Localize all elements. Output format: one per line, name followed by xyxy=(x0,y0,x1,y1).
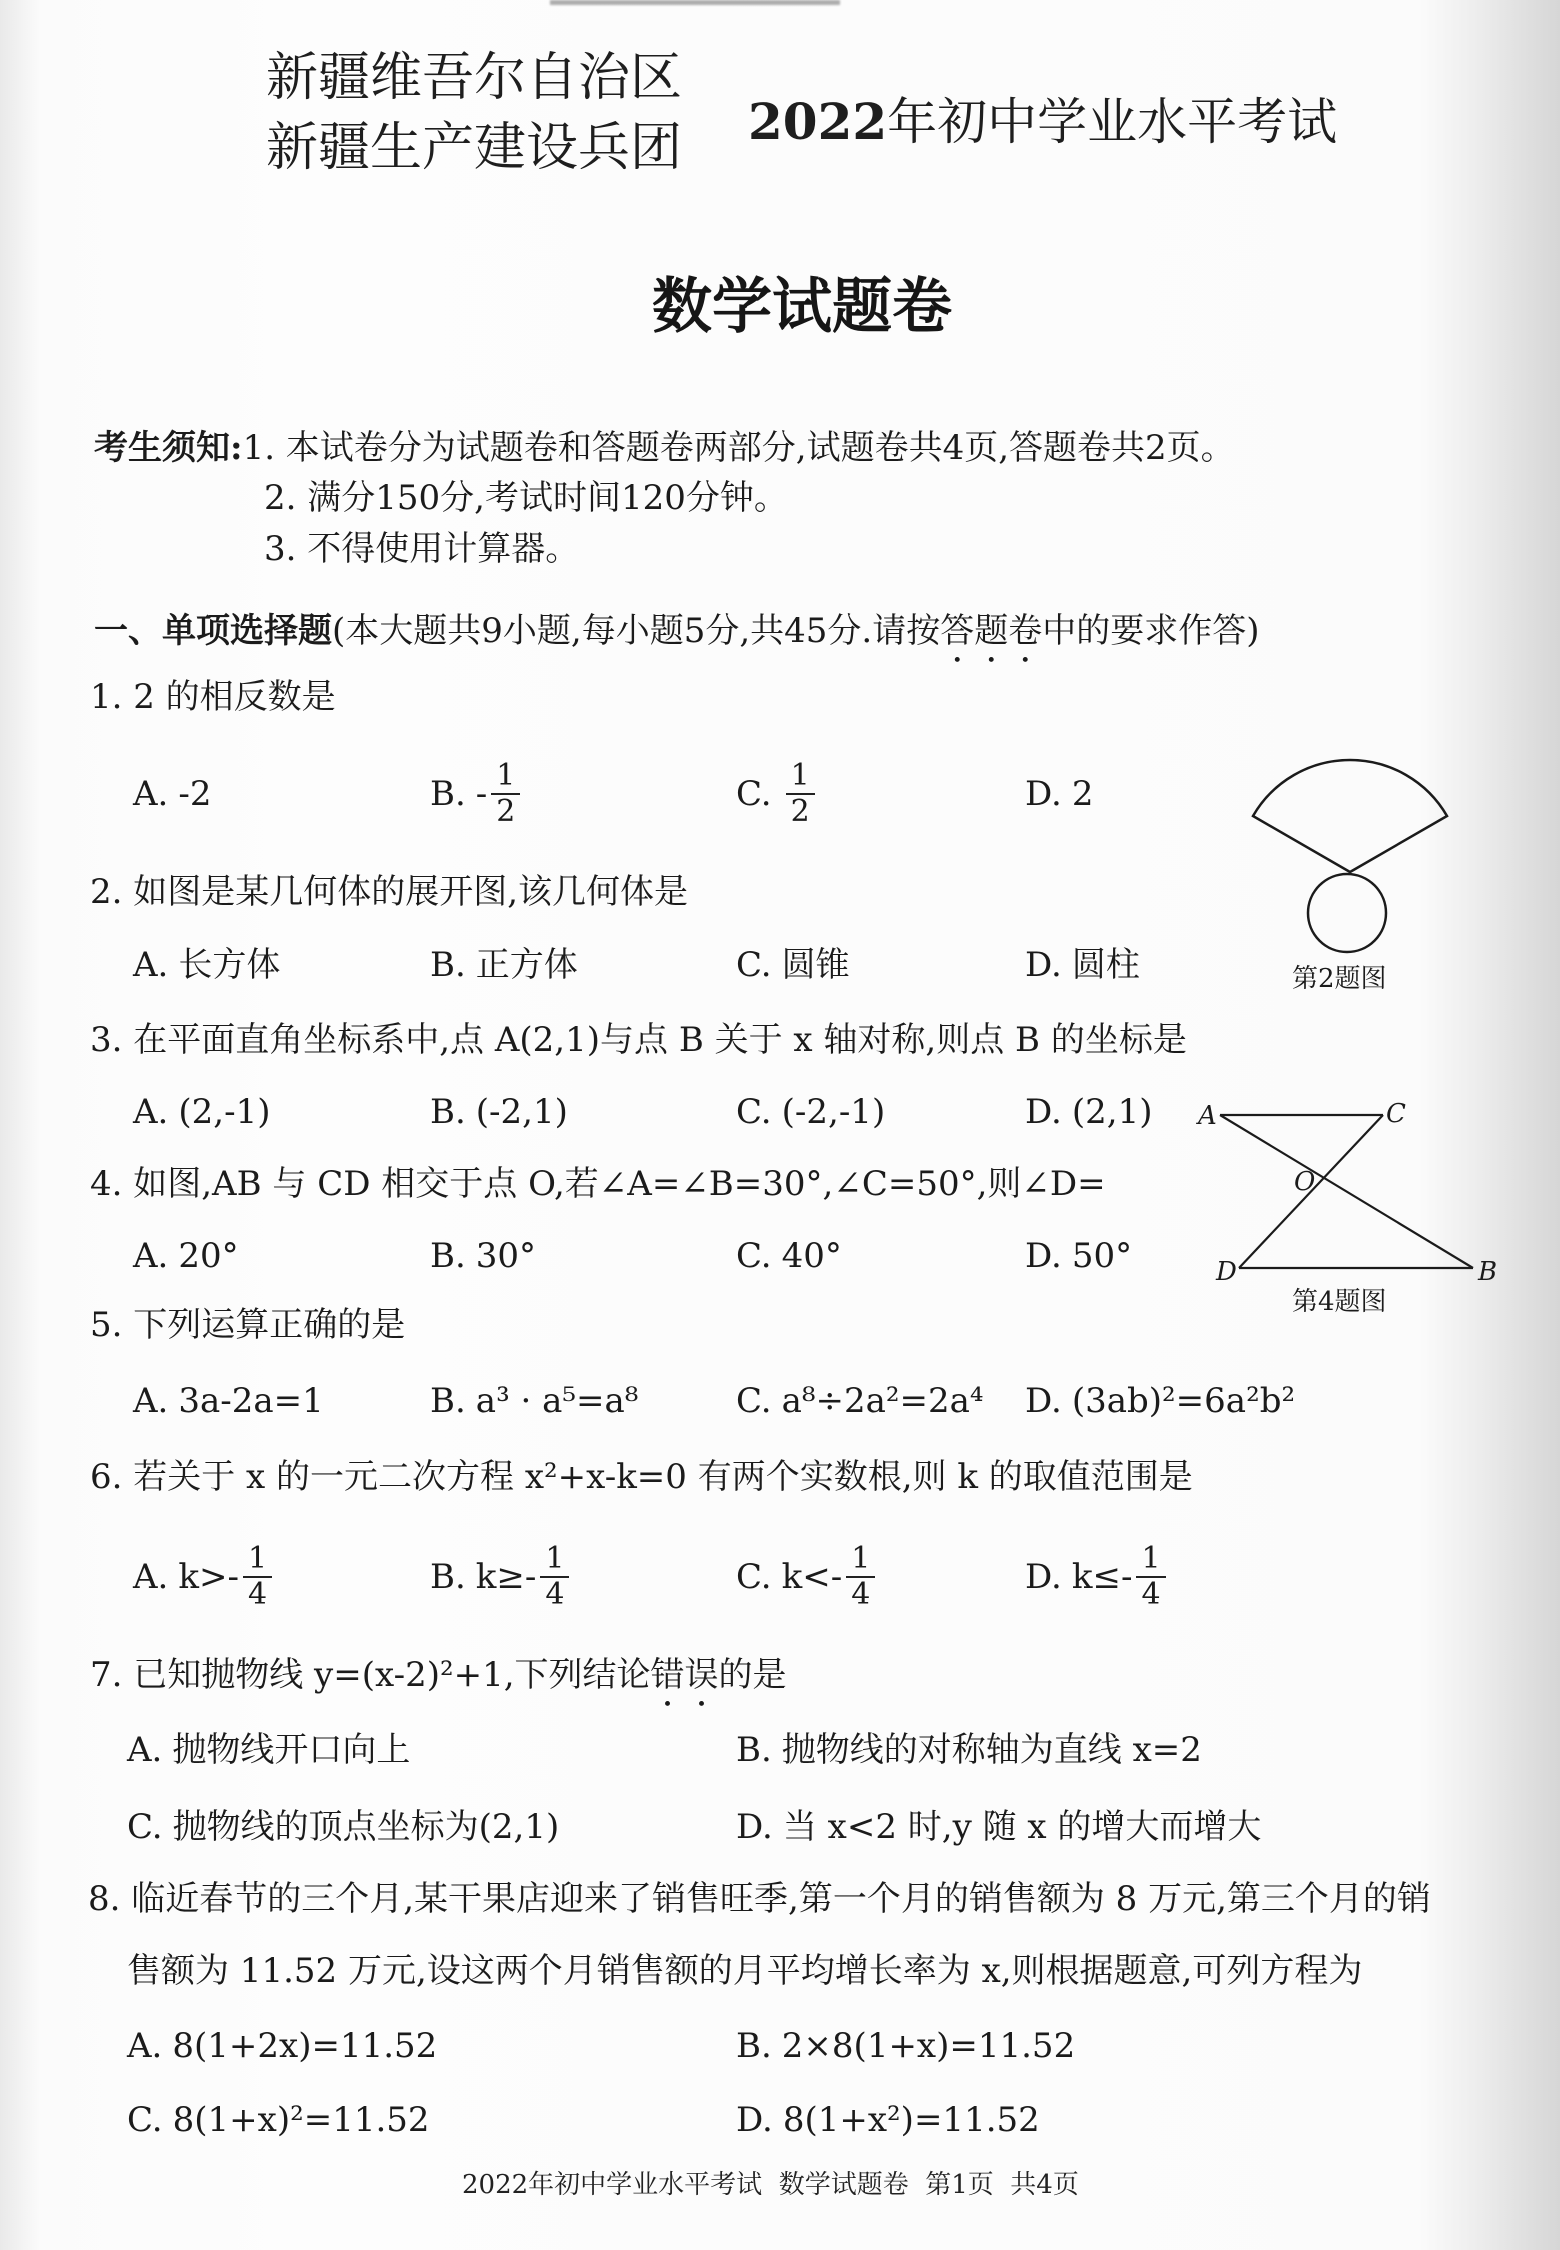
question-7-option-a xyxy=(127,1730,410,1770)
option-text: 40° xyxy=(781,1236,842,1276)
question-8-stem-line-1: 8. 临近春节的三个月,某干果店迎来了销售旺季,第一个月的销售额为 8 万元,第三个月的销 xyxy=(88,1879,1431,1919)
option-label: A. xyxy=(133,1236,169,1276)
question-2-figure xyxy=(1230,740,1470,960)
option-text: 抛物线的对称轴为直线 x=2 xyxy=(781,1730,1202,1770)
option-label: D. xyxy=(1025,1092,1062,1132)
fraction xyxy=(846,1542,875,1612)
paper-title: 数学试题卷 xyxy=(652,272,952,342)
question-5-stem: 5. 下列运算正确的是 xyxy=(90,1305,406,1345)
option-label: C. xyxy=(736,774,772,814)
option-label: A. xyxy=(133,1381,169,1421)
option-label: C. xyxy=(127,1807,163,1847)
question-5-option-b xyxy=(430,1381,638,1421)
option-label: B. xyxy=(430,945,466,985)
question-7-option-d xyxy=(736,1807,1261,1847)
scan-edge-mark xyxy=(550,0,840,5)
option-label: B. xyxy=(430,1557,466,1597)
question-6-stem: 6. 若关于 x 的一元二次方程 x²+x-k=0 有两个实数根,则 k 的取值范围是 xyxy=(90,1457,1193,1497)
region-line-2: 新疆生产建设兵团 xyxy=(266,118,683,178)
fraction-denominator: 4 xyxy=(1141,1577,1161,1612)
fraction xyxy=(243,1542,272,1612)
fraction-denominator: 4 xyxy=(851,1577,871,1612)
option-label: B. xyxy=(430,774,466,814)
question-2-option-d xyxy=(1025,945,1140,985)
option-text: (3ab)²=6a²b² xyxy=(1071,1381,1296,1421)
fraction-numerator: 1 xyxy=(1136,1542,1165,1578)
fraction xyxy=(786,759,815,829)
section-title: 一、单项选择题 xyxy=(94,611,332,651)
option-prefix: - xyxy=(475,774,488,814)
section-heading xyxy=(94,611,1259,671)
question-4-option-b xyxy=(430,1236,536,1276)
option-text: a⁸÷2a²=2a⁴ xyxy=(781,1381,984,1421)
option-label: D. xyxy=(1025,1557,1062,1597)
option-text: (2,-1) xyxy=(178,1092,271,1132)
question-5-option-d xyxy=(1025,1381,1295,1421)
question-4-figure xyxy=(1190,1090,1510,1290)
option-label: D. xyxy=(736,2100,773,2140)
fraction xyxy=(540,1542,569,1612)
option-prefix: k≤- xyxy=(1071,1557,1133,1597)
option-label: D. xyxy=(1025,774,1062,814)
fraction-denominator: 2 xyxy=(496,794,516,829)
question-4-figure-caption: 第4题图 xyxy=(1292,1287,1387,1317)
option-label: A. xyxy=(133,945,169,985)
option-label: C. xyxy=(736,1557,772,1597)
fraction-numerator: 1 xyxy=(491,759,520,795)
point-label-b: B xyxy=(1478,1257,1498,1287)
option-label: D. xyxy=(1025,945,1062,985)
option-label: A. xyxy=(133,774,169,814)
question-7-option-b xyxy=(736,1730,1202,1770)
point-label-d: D xyxy=(1216,1257,1237,1287)
fraction-denominator: 4 xyxy=(545,1577,565,1612)
option-text: -2 xyxy=(178,774,212,814)
stem-emphasis: 错误 xyxy=(650,1655,719,1695)
fraction-denominator: 4 xyxy=(247,1577,268,1612)
question-7-stem xyxy=(90,1655,787,1715)
point-label-c: C xyxy=(1386,1099,1406,1129)
option-label: B. xyxy=(430,1381,466,1421)
option-text: 8(1+x²)=11.52 xyxy=(782,2100,1040,2140)
question-8-option-a xyxy=(127,2026,437,2066)
question-1-option-a xyxy=(133,774,212,814)
option-text: 圆柱 xyxy=(1071,945,1140,985)
option-label: C. xyxy=(736,1236,772,1276)
notice-item: 3. 不得使用计算器。 xyxy=(264,529,580,569)
region-line-1: 新疆维吾尔自治区 xyxy=(266,48,683,108)
question-4-option-c xyxy=(736,1236,842,1276)
option-label: C. xyxy=(736,1381,772,1421)
option-label: C. xyxy=(736,945,772,985)
question-2-option-a xyxy=(133,945,280,985)
question-2-figure-caption: 第2题图 xyxy=(1292,964,1387,994)
point-label-o: O xyxy=(1294,1167,1316,1197)
question-6-option-b xyxy=(430,1537,569,1617)
option-text: 圆锥 xyxy=(781,945,850,985)
question-8-option-c xyxy=(127,2100,430,2140)
question-4-stem: 4. 如图,AB 与 CD 相交于点 O,若∠A=∠B=30°,∠C=50°,则∠D= xyxy=(90,1164,1106,1204)
stem-text: 7. 已知抛物线 y=(x-2)²+1,下列结论 xyxy=(90,1655,651,1695)
question-2-option-c xyxy=(736,945,850,985)
option-label: D. xyxy=(736,1807,773,1847)
exam-title xyxy=(748,92,1337,152)
option-label: B. xyxy=(736,1730,772,1770)
cone-net-sector xyxy=(1253,760,1447,872)
fraction-numerator: 1 xyxy=(846,1542,875,1578)
section-note: 中的要求作答) xyxy=(1042,611,1260,651)
exam-name: 年初中学业水平考试 xyxy=(887,93,1338,151)
fraction-denominator: 2 xyxy=(790,794,810,829)
notice-item: 1. 本试卷分为试题卷和答题卷两部分,试题卷共4页,答题卷共2页。 xyxy=(242,428,1235,468)
question-4-option-a xyxy=(133,1236,239,1276)
question-4-option-d xyxy=(1025,1236,1132,1276)
question-5-option-c xyxy=(736,1381,984,1421)
notice-label: 考生须知: xyxy=(94,428,243,468)
question-5-option-a xyxy=(133,1381,324,1421)
option-text: (-2,1) xyxy=(475,1092,568,1132)
option-text: 2×8(1+x)=11.52 xyxy=(781,2026,1076,2066)
option-text: 50° xyxy=(1071,1236,1133,1276)
stem-text: 的是 xyxy=(718,1655,787,1695)
option-text: 8(1+2x)=11.52 xyxy=(172,2026,438,2066)
option-text: 抛物线的顶点坐标为(2,1) xyxy=(172,1807,560,1847)
fraction xyxy=(491,759,520,829)
point-label-a: A xyxy=(1198,1101,1217,1131)
fraction-numerator: 1 xyxy=(786,759,815,795)
question-3-option-a xyxy=(133,1092,270,1132)
option-text: 3a-2a=1 xyxy=(178,1381,324,1421)
option-text: 2 xyxy=(1071,774,1094,814)
option-text: 当 x<2 时,y 随 x 的增大而增大 xyxy=(782,1807,1262,1847)
option-label: A. xyxy=(133,1557,169,1597)
question-1-stem: 1. 2 的相反数是 xyxy=(90,677,336,717)
section-note: (本大题共9小题,每小题5分,共45分.请按 xyxy=(332,611,941,651)
option-text: a³ · a⁵=a⁸ xyxy=(475,1381,639,1421)
option-text: 30° xyxy=(475,1236,537,1276)
option-label: B. xyxy=(430,1236,466,1276)
option-prefix: k>- xyxy=(178,1557,239,1597)
fraction xyxy=(1136,1542,1165,1612)
option-text: 正方体 xyxy=(475,945,578,985)
option-text: (-2,-1) xyxy=(781,1092,886,1132)
option-label: C. xyxy=(736,1092,772,1132)
option-label: A. xyxy=(127,2026,163,2066)
notice-line-1 xyxy=(94,428,1235,468)
option-text: 20° xyxy=(178,1236,239,1276)
question-8-option-b xyxy=(736,2026,1075,2066)
question-3-option-d xyxy=(1025,1092,1152,1132)
section-note-emphasis: 答题卷 xyxy=(940,611,1043,651)
option-text: 长方体 xyxy=(178,945,281,985)
segment-ab xyxy=(1220,1115,1473,1268)
question-6-option-d xyxy=(1025,1537,1166,1617)
question-2-stem: 2. 如图是某几何体的展开图,该几何体是 xyxy=(90,872,689,912)
question-8-option-d xyxy=(736,2100,1040,2140)
option-label: A. xyxy=(127,1730,163,1770)
fraction-numerator: 1 xyxy=(540,1542,569,1578)
question-3-stem: 3. 在平面直角坐标系中,点 A(2,1)与点 B 关于 x 轴对称,则点 B 的坐标是 xyxy=(90,1020,1187,1060)
question-1-option-b xyxy=(430,754,520,834)
option-label: D. xyxy=(1025,1236,1062,1276)
option-text: 8(1+x)²=11.52 xyxy=(172,2100,430,2140)
page-footer: 2022年初中学业水平考试 数学试题卷 第1页 共4页 xyxy=(462,2170,1079,2200)
question-6-option-a xyxy=(133,1537,272,1617)
question-1-option-c xyxy=(736,754,815,834)
fraction-numerator: 1 xyxy=(243,1542,272,1578)
option-label: B. xyxy=(430,1092,466,1132)
question-7-option-c xyxy=(127,1807,559,1847)
option-label: A. xyxy=(133,1092,169,1132)
question-1-option-d xyxy=(1025,774,1094,814)
option-text: 抛物线开口向上 xyxy=(172,1730,411,1770)
option-label: B. xyxy=(736,2026,772,2066)
notice-item: 2. 满分150分,考试时间120分钟。 xyxy=(264,478,788,518)
question-2-option-b xyxy=(430,945,578,985)
option-label: D. xyxy=(1025,1381,1062,1421)
option-label: C. xyxy=(127,2100,163,2140)
question-8-stem-line-2: 售额为 11.52 万元,设这两个月销售额的月平均增长率为 x,则根据题意,可列方程为 xyxy=(127,1951,1363,1991)
cone-net-base-circle xyxy=(1308,874,1386,952)
question-3-option-b xyxy=(430,1092,568,1132)
question-3-option-c xyxy=(736,1092,885,1132)
option-prefix: k<- xyxy=(781,1557,843,1597)
option-prefix: k≥- xyxy=(475,1557,537,1597)
option-text: (2,1) xyxy=(1071,1092,1153,1132)
exam-year: 2022 xyxy=(748,92,888,151)
question-6-option-c xyxy=(736,1537,875,1617)
